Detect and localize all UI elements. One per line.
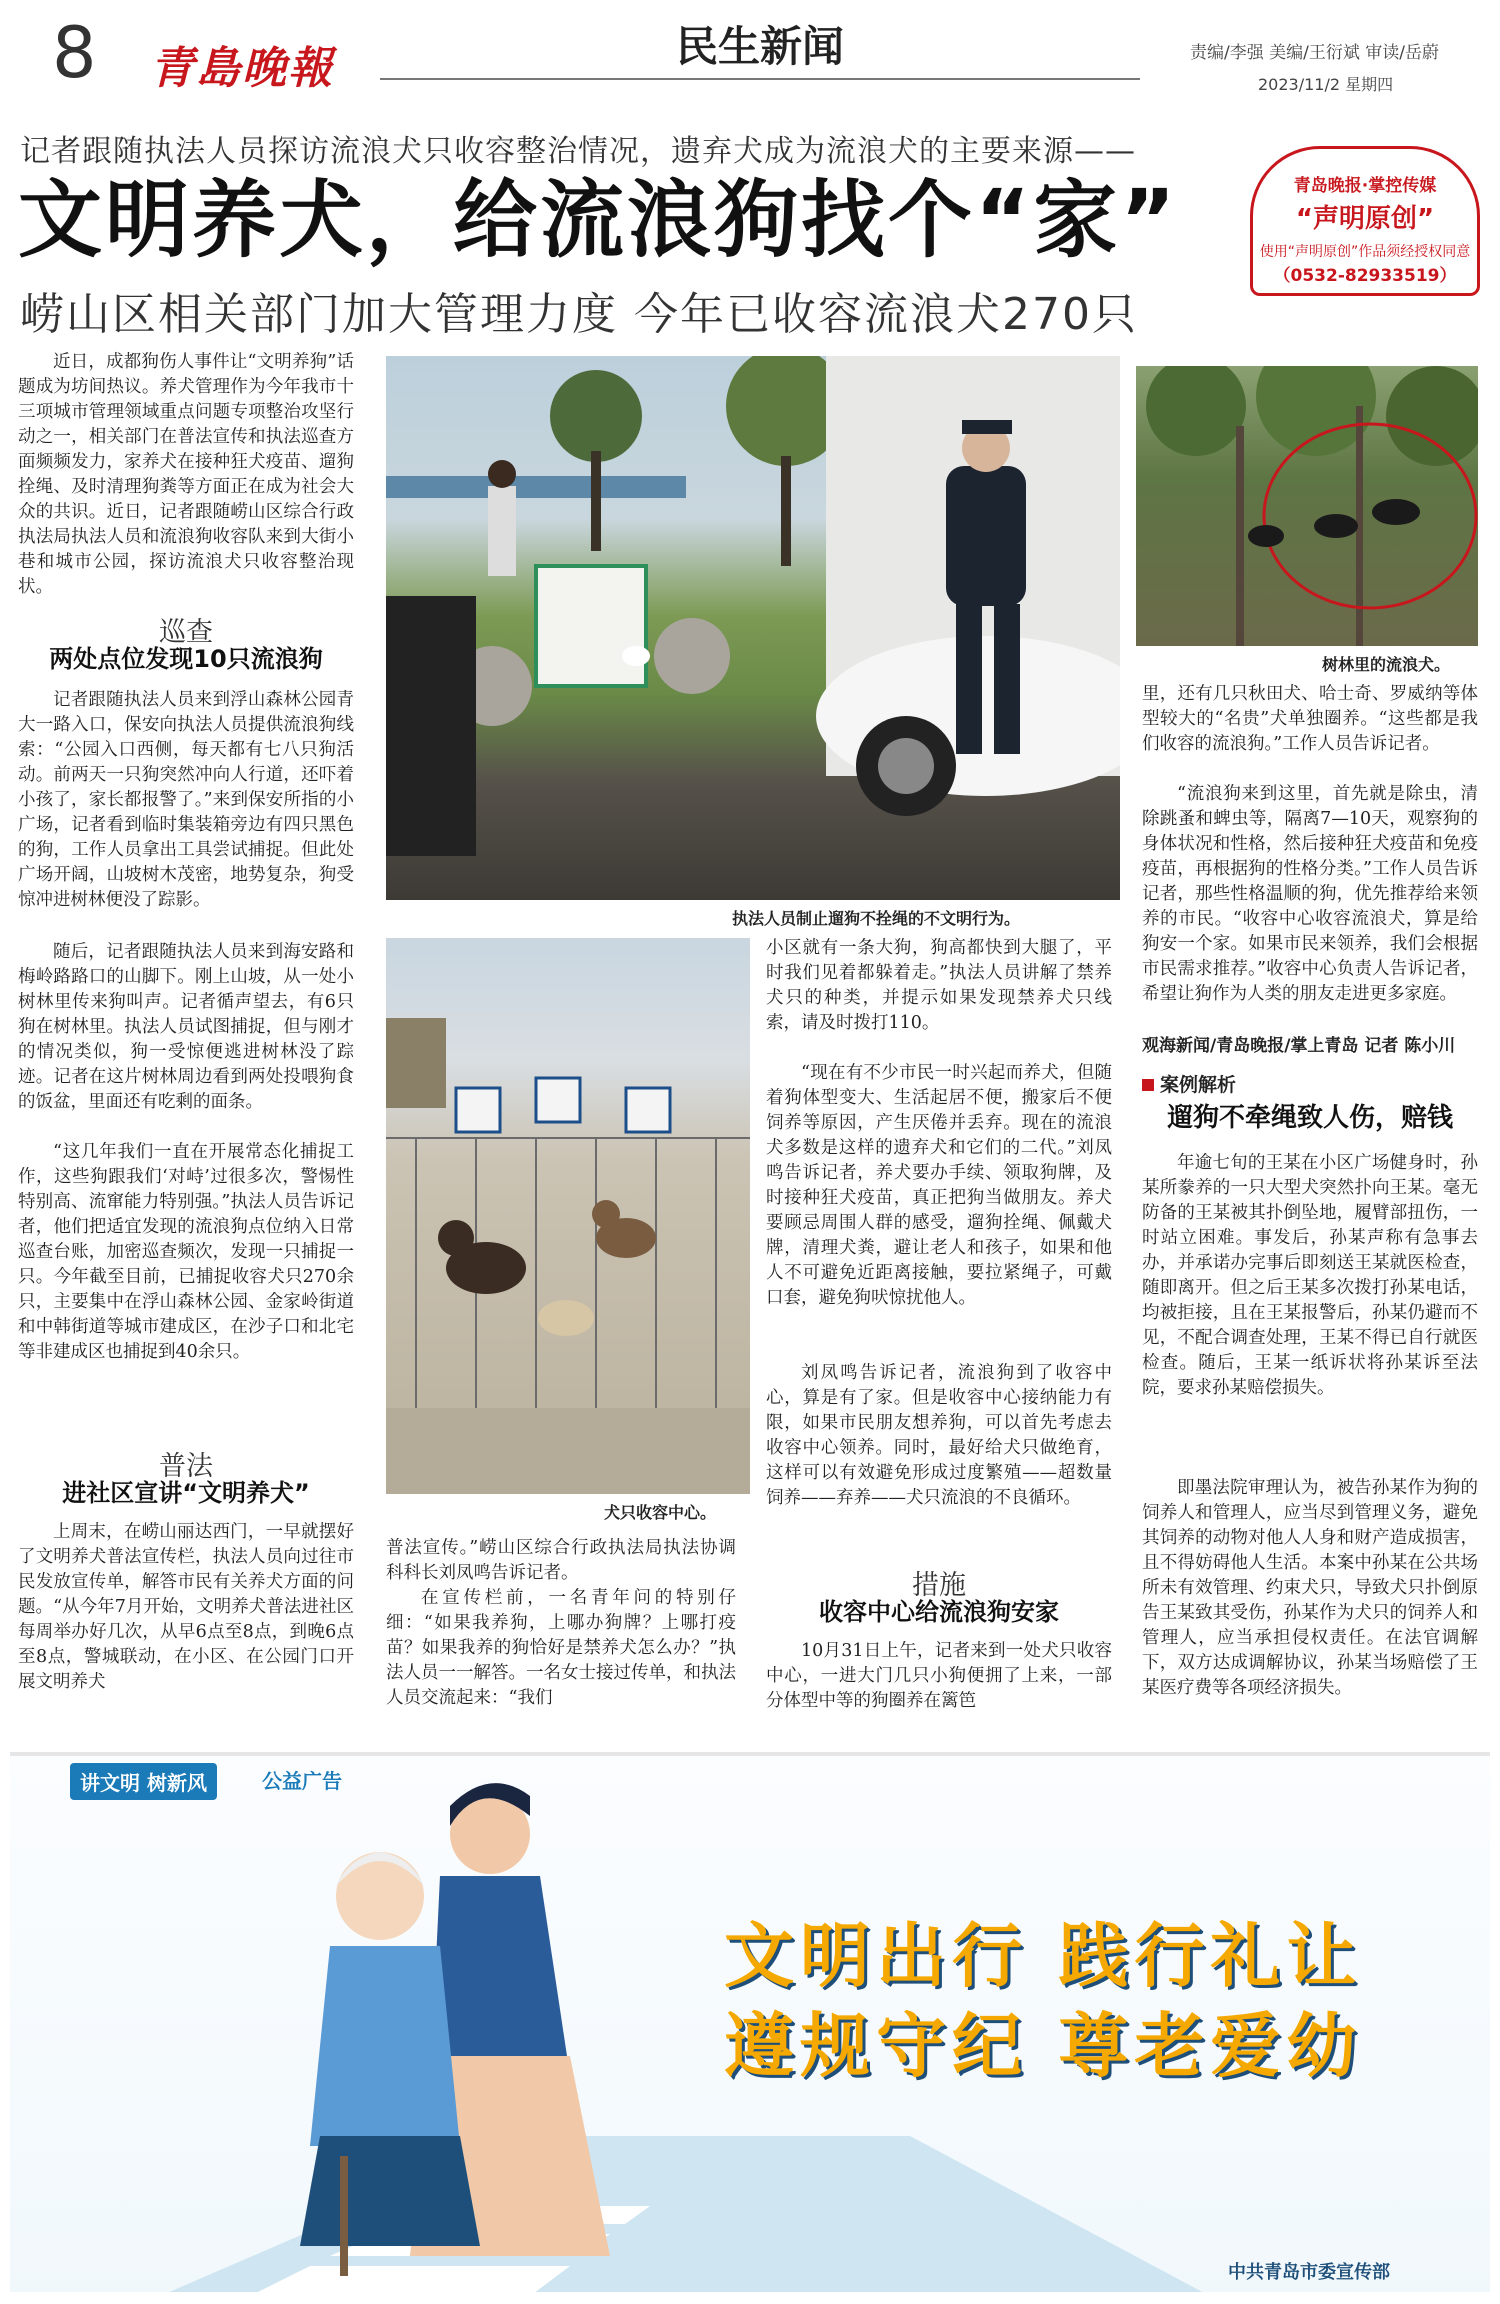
mid2-paragraph2: “现在有不少市民一时兴起而养犬，但随着狗体型变大、生活起居不便，搬家后不便饲养等原因，产生厌倦并丢弃。现在的流浪犬多数是这样的遗弃犬和它们的二代。”刘凤鸣告诉记者，养犬要办手续、领取狗牌，及时接种狂犬疫苗，真正把狗当做朋友。养犬要顾忌周围人群的感受，遛狗拴绳、佩戴犬牌，清理犬粪，避让老人和孩子，如果和他人不可避免近距离接触，要拉紧绳子，可戴口套，避免狗吠惊扰他人。 bbox=[766, 1063, 1112, 1308]
ad-slogan-line2: 遵规守纪 尊老爱幼 bbox=[724, 2005, 1363, 2087]
column-4 bbox=[1142, 682, 1478, 1776]
section1-paragraph1: 记者跟随执法人员来到浮山森林公园青大一路入口，保安向执法人员提供流浪狗线索：“公园入口西侧，每天都有七八只狗活动。前两天一只狗突然冲向人行道，还吓着小孩了，家长都报警了。”来到保安所指的小广场，记者看到临时集装箱旁边有四只黑色的狗，工作人员拿出工具尝试捕捉。但此处广场开阔，山坡树木茂密，地势复杂，狗受惊冲进树林便没了踪影。 bbox=[18, 690, 354, 910]
photo-stray-dogs-trees-caption: 树林里的流浪犬。 bbox=[1322, 655, 1451, 674]
section-header bbox=[380, 10, 1140, 80]
section-divider bbox=[380, 78, 1140, 80]
photo-shelter-illustration bbox=[386, 938, 750, 1494]
stamp-line3: 使用“声明原创”作品须经授权同意 bbox=[1259, 244, 1471, 260]
photo-shelter-caption: 犬只收容中心。 bbox=[604, 1503, 717, 1522]
section1-paragraph3: “这几年我们一直在开展常态化捕捉工作，这些狗跟我们‘对峙’过很多次，警惕性特别高、流窜能力特别强。”执法人员告诉记者，他们把适宜发现的流浪狗点位纳入日常巡查台账，加密巡查频次，发现一只捕捉一只。今年截至目前，已捕捉收容犬只270余只，主要集中在浮山森林公园、金家岭街道和中韩街道等城市建成区，在沙子口和北宅等非建成区也捕捉到40余只。 bbox=[18, 1142, 354, 1362]
byline: 观海新闻/青岛晚报/掌上青岛 记者 陈小川 bbox=[1142, 1036, 1456, 1056]
newspaper-logo: 青島晚報 bbox=[150, 43, 334, 94]
article-subheadline: 崂山区相关部门加大管理力度 今年已收容流浪犬270只 bbox=[20, 289, 1138, 340]
article-headline: 文明养犬，给流浪狗找个“家” bbox=[18, 171, 1179, 269]
section2-tag: 普法 bbox=[159, 1451, 213, 1482]
stamp-line4: （0532-82933519） bbox=[1273, 266, 1457, 286]
article-kicker: 记者跟随执法人员探访流浪犬只收容整治情况，遗弃犬成为流浪犬的主要来源—— bbox=[20, 134, 1136, 169]
section2-title: 进社区宣讲“文明养犬” bbox=[62, 1479, 310, 1507]
section1-paragraph2: 随后，记者跟随执法人员来到海安路和梅岭路路口的山脚下。刚上山坡，从一处小树林里传来狗叫声。记者循声望去，有6只狗在树林里。执法人员试图捕捉，但与刚才的情况类似，狗一受惊便逃进树林没了踪迹。记者在这片树林周边看到两处投喂狗食的饭盆，里面还有吃剩的面条。 bbox=[18, 942, 354, 1112]
case-paragraph1: 年逾七旬的王某在小区广场健身时，孙某所豢养的一只大型犬突然扑向王某。毫无防备的王某被其扑倒坠地，履臂部扭伤，一时站立困难。事发后，孙某声称有急事去办，并承诺办完事后即刻送王某就医检查，随即离开。但之后王某多次拨打孙某电话，均被拒接，且在王某报警后，孙某仍避而不见，不配合调查处理，王某不得已自行就医检查。随后，王某一纸诉状将孙某诉至法院，要求孙某赔偿损失。 bbox=[1142, 1153, 1478, 1398]
stamp-line2: “声明原创” bbox=[1295, 204, 1435, 234]
photo-enforcement-caption: 执法人员制止遛狗不拴绳的不文明行为。 bbox=[732, 909, 1021, 928]
case-tag bbox=[1142, 1073, 1478, 1098]
original-statement-stamp bbox=[1250, 146, 1480, 296]
section3-tag: 措施 bbox=[912, 1570, 966, 1601]
page-number: 8 bbox=[52, 12, 97, 94]
mid-paragraph1: 普法宣传。”崂山区综合行政执法局执法协调科科长刘凤鸣告诉记者。 bbox=[386, 1538, 736, 1583]
photo-stray-dogs-trees bbox=[1136, 366, 1478, 646]
stamp-line1: 青岛晚报·掌控传媒 bbox=[1293, 176, 1437, 196]
photo-shelter bbox=[386, 938, 750, 1494]
column-2-bottom bbox=[386, 1536, 736, 1711]
ad-label: 公益广告 bbox=[262, 1769, 342, 1793]
case-tag-label: 案例解析 bbox=[1160, 1074, 1237, 1096]
issue-date: 2023/11/2 星期四 bbox=[1258, 75, 1394, 94]
section-name: 民生新闻 bbox=[675, 22, 844, 71]
photo-trees-illustration bbox=[1136, 366, 1478, 646]
right-paragraph1: 里，还有几只秋田犬、哈士奇、罗威纳等体型较大的“名贵”犬单独圈养。“这些都是我们收容的流浪狗。”工作人员告诉记者。 bbox=[1142, 684, 1478, 754]
intro-paragraph: 近日，成都狗伤人事件让“文明养狗”话题成为坊间热议。养犬管理作为今年我市十三项城市管理领域重点问题专项整治攻坚行动之一，相关部门在普法宣传和执法巡查方面频频发力，家养犬在接种狂犬疫苗、遛狗拴绳、及时清理狗粪等方面正在成为社会大众的共识。近日，记者跟随崂山区综合行政执法局执法人员和流浪狗收容队来到大街小巷和城市公园，探访流浪犬只收容整治现状。 bbox=[18, 352, 354, 597]
section3-paragraph1: 10月31日上午，记者来到一处犬只收容中心，一进大门几只小狗便拥了上来，一部分体型中等的狗圈养在篱笆 bbox=[766, 1641, 1112, 1711]
section2-paragraph1: 上周末，在崂山丽达西门，一早就摆好了文明养犬普法宣传栏，执法人员向过往市民发放宣传单，解答市民有关养犬方面的问题。“从今年7月开始，文明养犬普法进社区每周举办好几次，从早6点至8点，到晚6点至8点，警城联动，在小区、在公园门口开展文明养犬 bbox=[18, 1522, 354, 1692]
ad-sponsor: 中共青岛市委宣传部 bbox=[1228, 2262, 1390, 2283]
mid2-paragraph3: 刘凤鸣告诉记者，流浪狗到了收容中心，算是有了家。但是收容中心接纳能力有限，如果市民朋友想养狗，可以首先考虑去收容中心领养。同时，最好给犬只做绝育，这样可以有效避免形成过度繁殖——超数量饲养——弃养——犬只流浪的不良循环。 bbox=[766, 1363, 1112, 1508]
mid-paragraph2: 在宣传栏前，一名青年问的特别仔细：“如果我养狗，上哪办狗牌？上哪打疫苗？如果我养的狗恰好是禁养犬怎么办？”执法人员一一解答。一名女士接过传单，和执法人员交流起来：“我们 bbox=[386, 1588, 736, 1708]
editor-credits: 责编/李强 美编/王衍斌 审读/岳蔚 bbox=[1190, 43, 1439, 63]
column-1 bbox=[18, 350, 354, 1698]
section3-title: 收容中心给流浪狗安家 bbox=[819, 1598, 1059, 1626]
photo-enforcement bbox=[386, 356, 1120, 900]
section1-tag: 巡查 bbox=[159, 617, 213, 648]
photo-enforcement-illustration bbox=[386, 356, 1120, 900]
mid2-paragraph1: 小区就有一条大狗，狗高都快到大腿了，平时我们见着都躲着走。”执法人员讲解了禁养犬只的种类，并提示如果发现禁养犬只线索，请及时拨打110。 bbox=[766, 938, 1112, 1033]
section1-title: 两处点位发现10只流浪狗 bbox=[49, 645, 323, 673]
ad-slogan-line1: 文明出行 践行礼让 bbox=[724, 1915, 1363, 1997]
ad-tag: 讲文明 树新风 bbox=[70, 1763, 217, 1800]
case-paragraph2: 即墨法院审理认为，被告孙某作为狗的饲养人和管理人，应当尽到管理义务，避免其饲养的动物对他人人身和财产造成损害，且不得妨碍他人生活。本案中孙某在公共场所未有效管理、约束犬只，导致犬只扑倒原告王某致其受伤，孙某作为犬只的饲养人和管理人，应当承担侵权责任。在法官调解下，双方达成调解协议，孙某当场赔偿了王某医疗费等各项经济损失。 bbox=[1142, 1478, 1478, 1698]
red-square-icon bbox=[1142, 1079, 1154, 1091]
right-paragraph2: “流浪狗来到这里，首先就是除虫，清除跳蚤和蜱虫等，隔离7—10天，观察狗的身体状况和性格，然后接种狂犬疫苗和免疫疫苗，再根据狗的性格分类。”工作人员告诉记者，那些性格温顺的狗，优先推荐给来领养的市民。“收容中心收容流浪犬，算是给狗安一个家。如果市民来领养，我们会根据市民需求推荐。”收容中心负责人告诉记者，希望让狗作为人类的朋友走进更多家庭。 bbox=[1142, 784, 1478, 1004]
case-title: 遛狗不牵绳致人伤，赔钱 bbox=[1166, 1103, 1453, 1133]
column-3 bbox=[766, 936, 1112, 1714]
